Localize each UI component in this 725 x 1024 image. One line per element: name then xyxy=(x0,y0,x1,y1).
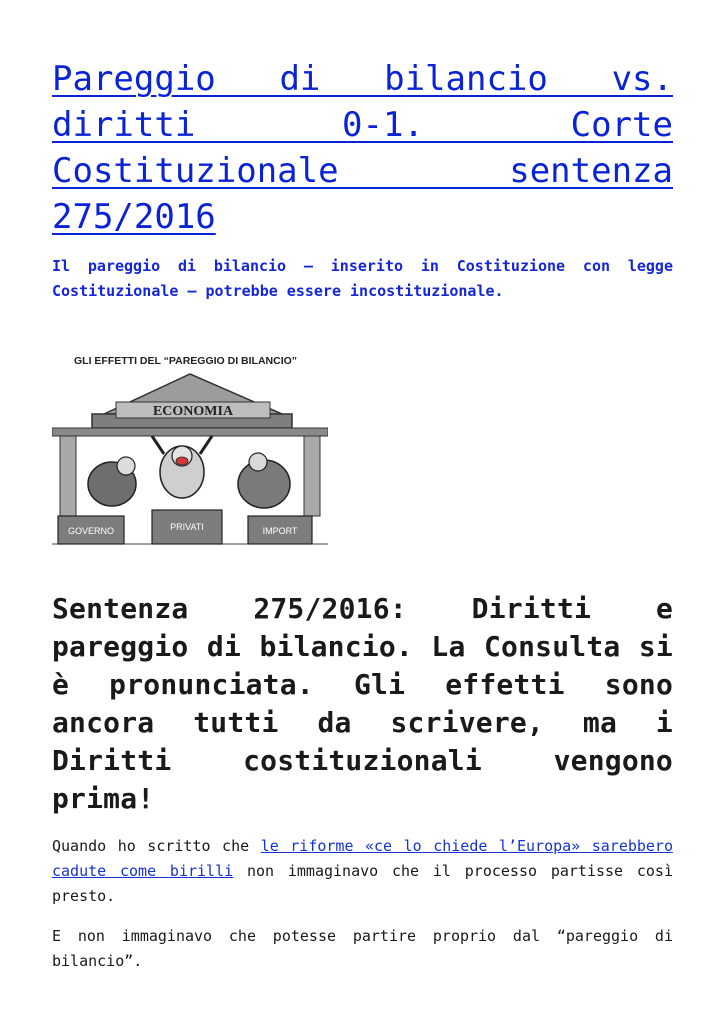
article xyxy=(52,0,673,974)
article-subtitle: Sentenza 275/2016: Diritti e pareggio di bilancio. La Consulta si è pronunciata. Gli effetti sono ancora tutti da scrivere, ma i Diritti costituzionali vengono prima! xyxy=(52,592,673,815)
article-lead: Il pareggio di bilancio – inserito in Costituzione con legge Costituzionale – potrebbe essere incostituzionale. xyxy=(52,257,673,300)
p1-after: non immaginavo che il processo partisse così presto. xyxy=(52,862,673,905)
figure-privati-arm-right xyxy=(200,436,212,454)
article-paragraph-1 xyxy=(52,834,673,909)
article-title xyxy=(52,0,673,240)
pediment-label: ECONOMIA xyxy=(152,404,234,419)
figure-governo-head xyxy=(117,457,135,475)
column-right xyxy=(304,436,320,516)
column-left xyxy=(60,436,76,516)
pillar-label-privati: PRIVATI xyxy=(170,522,204,532)
article-paragraph-2: E non immaginavo che potesse partire proprio dal “pareggio di bilancio”. xyxy=(52,927,673,970)
pillar-label-governo: GOVERNO xyxy=(67,526,115,536)
cartoon-caption: GLI EFFETTI DEL “PAREGGIO DI BILANCIO” xyxy=(74,355,298,367)
pillar-label-import: IMPORT xyxy=(262,526,298,536)
article-title-link[interactable]: Pareggio di bilancio vs. diritti 0-1. Corte Costituzionale sentenza 275/2016 xyxy=(52,59,673,237)
p1-before: Quando ho scritto che xyxy=(52,837,261,855)
cartoon-image xyxy=(52,344,328,550)
riforme-article-link[interactable]: le riforme «ce lo chiede l’Europa» sarebbero cadute come birilli xyxy=(52,837,673,880)
figure-import-head xyxy=(249,453,267,471)
figure-privati-arm-left xyxy=(152,436,164,454)
beam-shape xyxy=(52,428,328,436)
figure-privati-nose xyxy=(176,457,188,465)
